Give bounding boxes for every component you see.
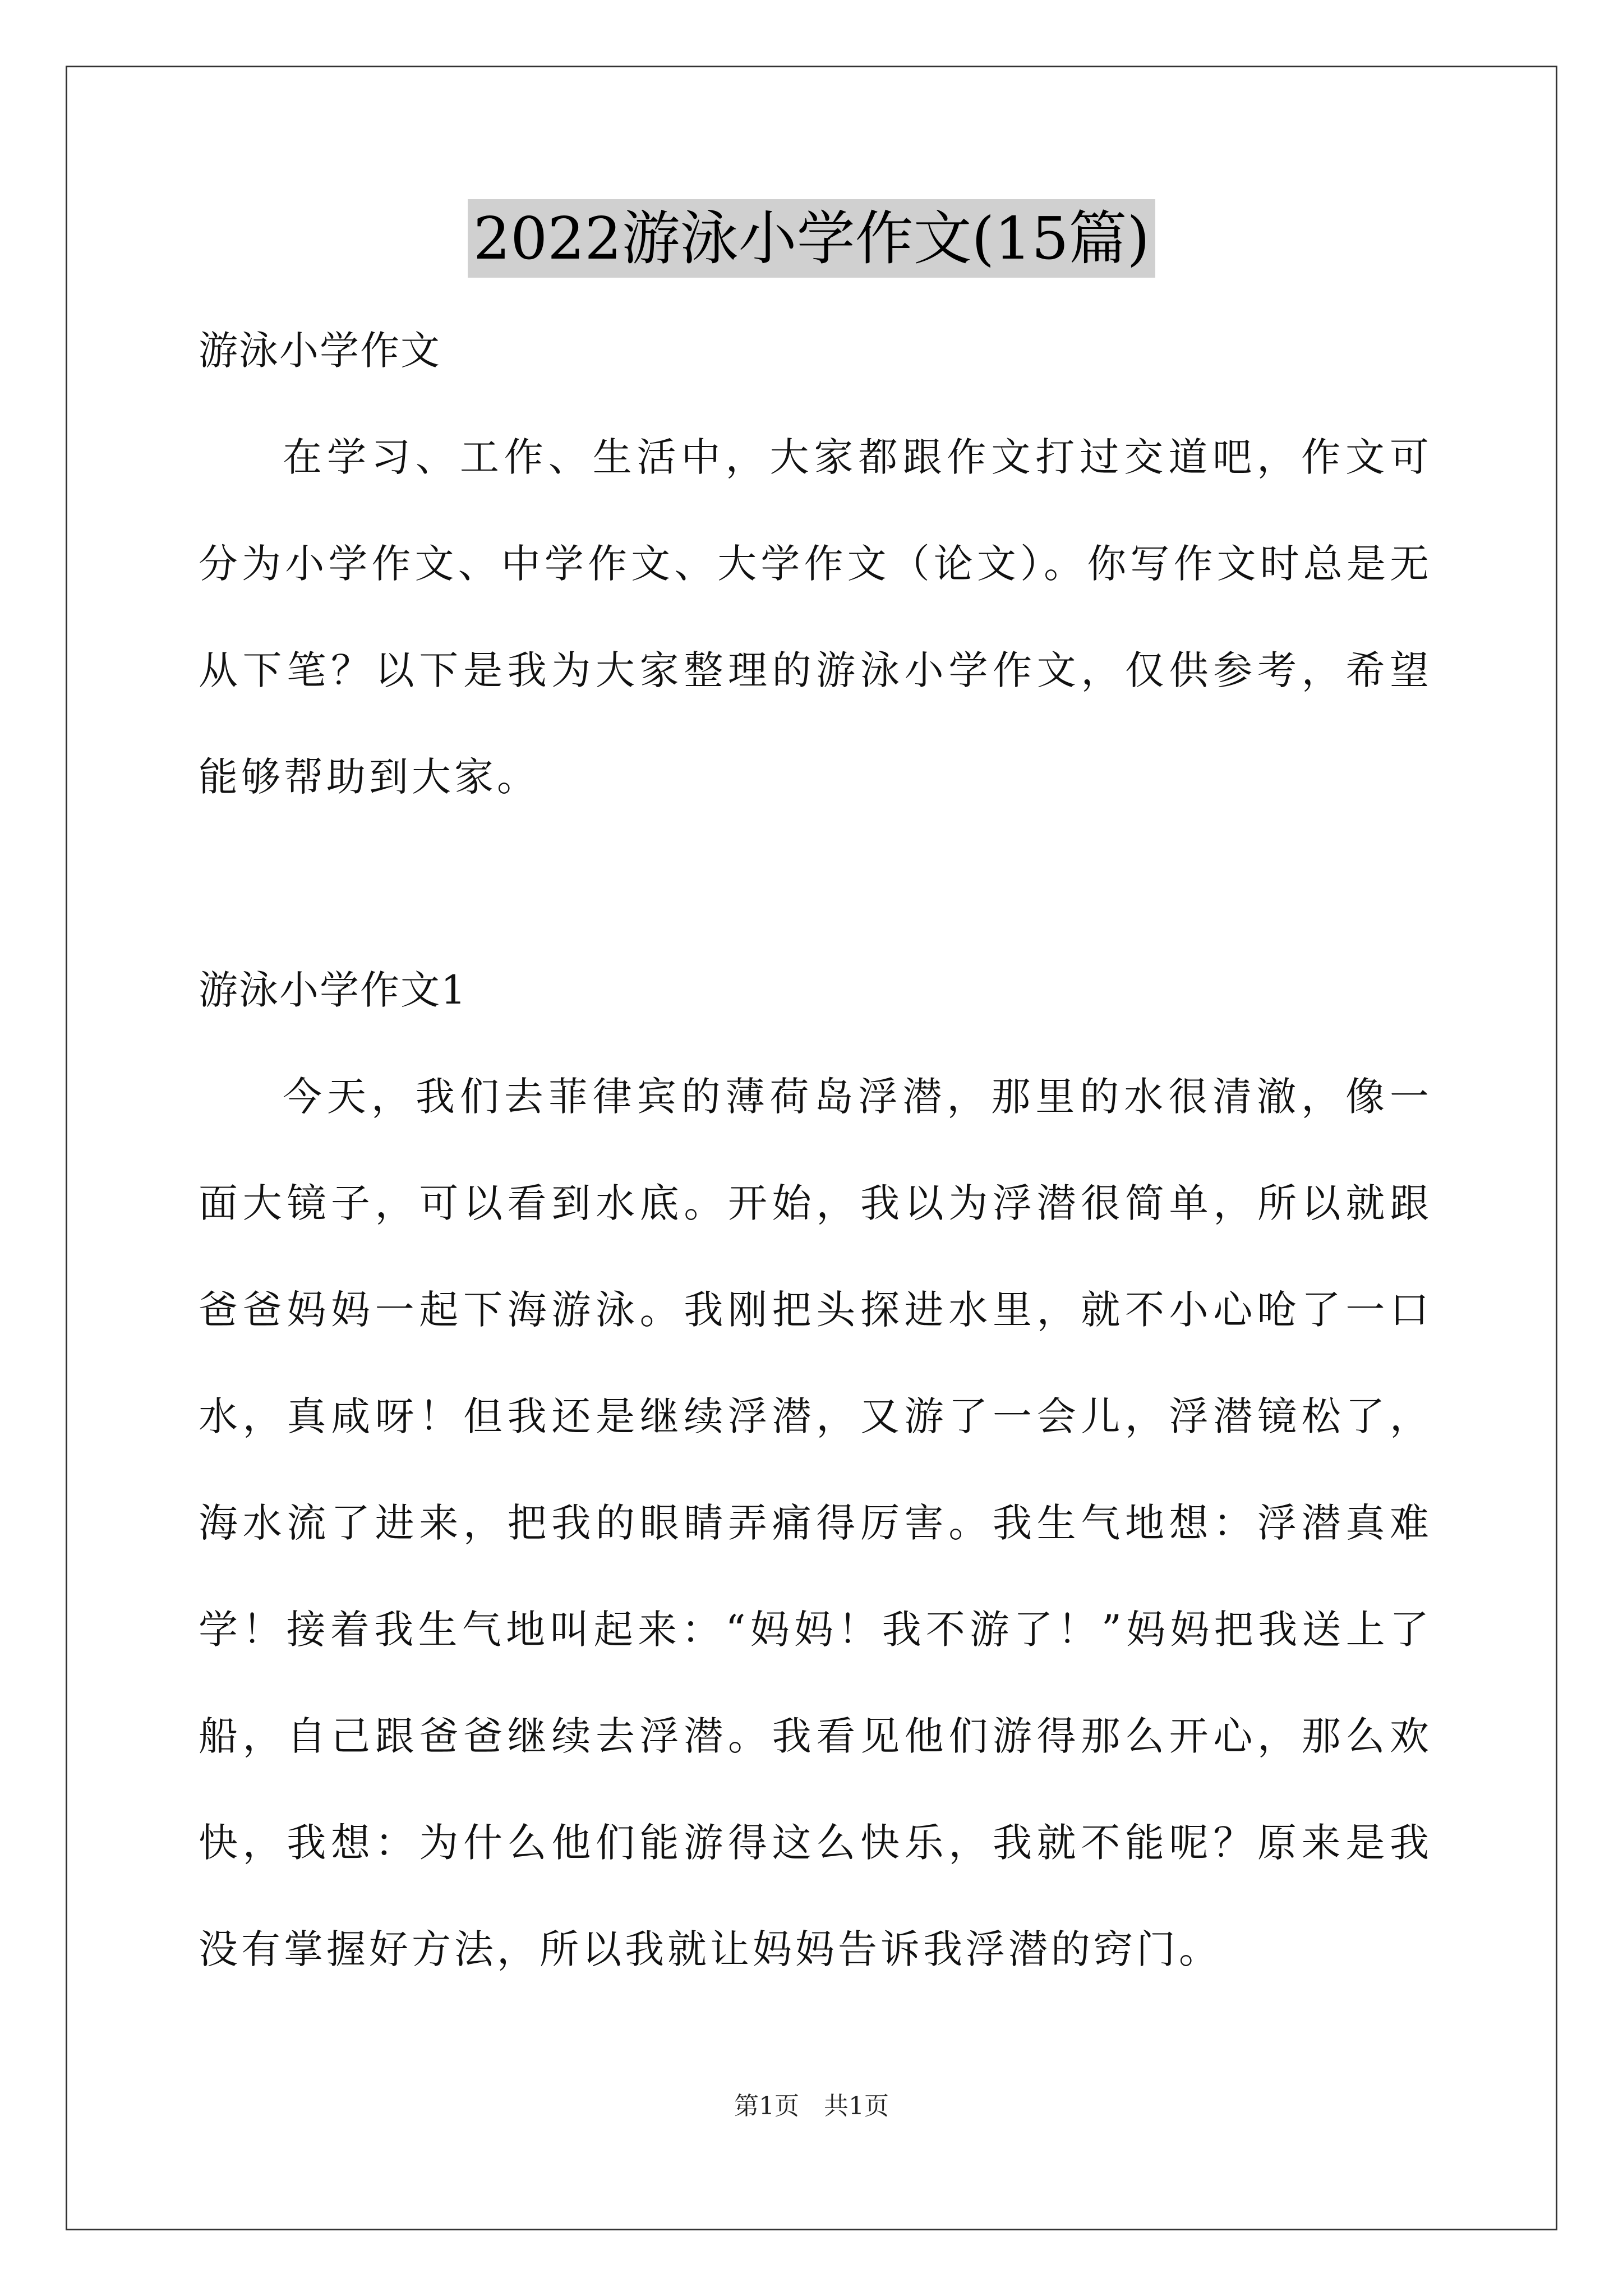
document-title: 2022游泳小学作文(15篇) <box>468 199 1155 278</box>
page-footer: 第1页 共1页 <box>734 2092 889 2120</box>
intro-paragraph: 在学习、工作、生活中，大家都跟作文打过交道吧，作文可分为小学作文、中学作文、大学作文（论文）。你写作文时总是无从下笔？以下是我为大家整理的游泳小学作文，仅供参考，希望能够帮助到大家。 <box>199 434 1432 800</box>
document-body <box>199 297 1432 2003</box>
essay-1-paragraph: 今天，我们去菲律宾的薄荷岛浮潜，那里的水很清澈，像一面大镜子，可以看到水底。开始，我以为浮潜很简单，所以就跟爸爸妈妈一起下海游泳。我刚把头探进水里，就不小心呛了一口水，真咸呀！但我还是继续浮潜，又游了一会儿，浮潜镜松了，海水流了进来，把我的眼睛弄痛得厉害。我生气地想：浮潜真难学！接着我生气地叫起来：“妈妈！我不游了！”妈妈把我送上了船，自己跟爸爸继续去浮潜。我看见他们游得那么开心，那么欢快，我想：为什么他们能游得这么快乐，我就不能呢？原来是我没有掌握好方法，所以我就让妈妈告诉我浮潜的窍门。 <box>199 1074 1432 1972</box>
title-wrap <box>0 199 1623 278</box>
intro-heading: 游泳小学作文 <box>199 328 441 374</box>
section-spacer <box>199 830 1432 937</box>
essay-1-heading: 游泳小学作文1 <box>199 967 467 1013</box>
